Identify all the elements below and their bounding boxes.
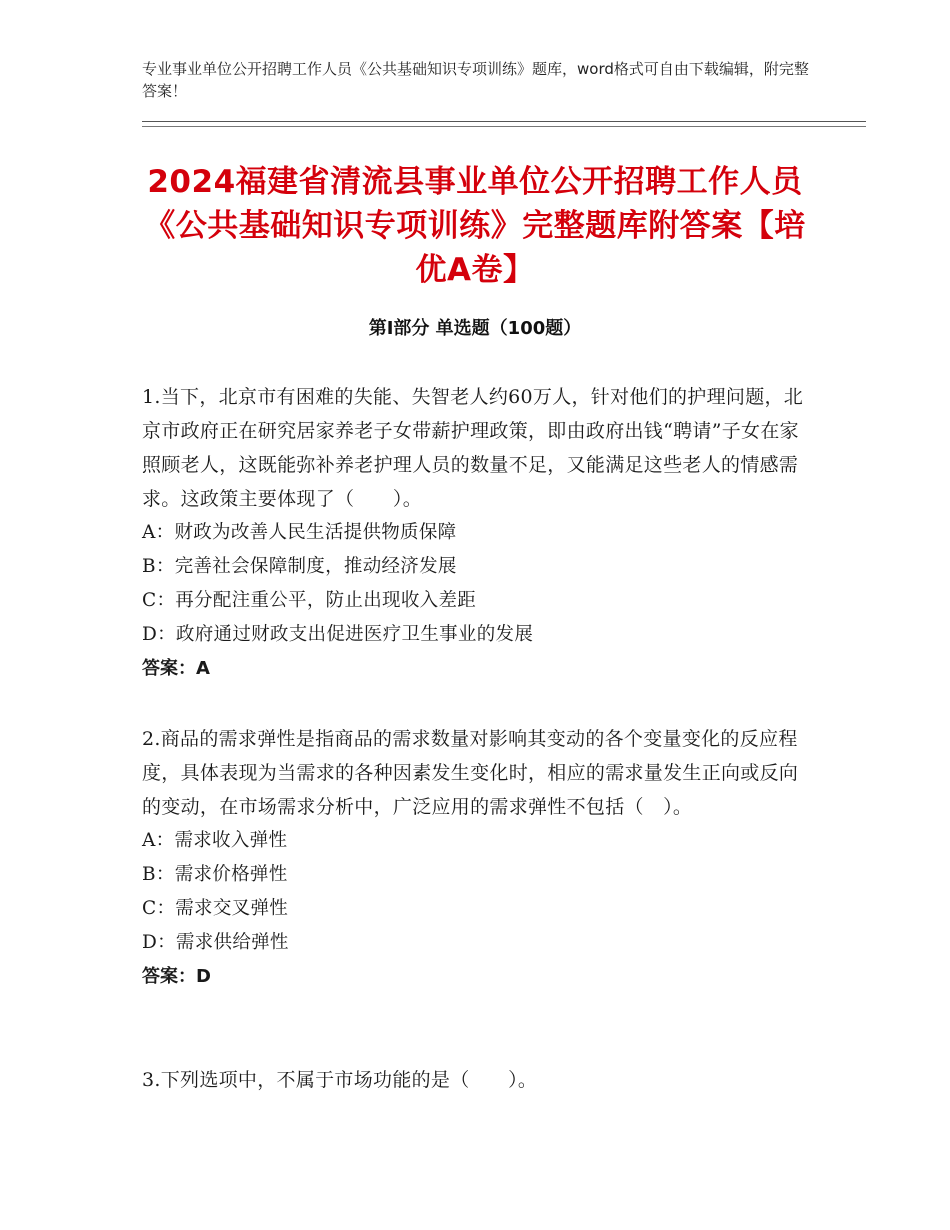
- part-heading: 第Ⅰ部分 单选题（100题）: [368, 318, 582, 339]
- question-1: [142, 380, 808, 686]
- document-title: 2024福建省清流县事业单位公开招聘工作人员《公共基础知识专项训练》完整题库附答案【培优A卷】: [144, 164, 806, 288]
- header-note: 专业事业单位公开招聘工作人员《公共基础知识专项训练》题库，word格式可自由下载编辑，附完整答案！: [142, 60, 809, 100]
- answer: 答案：A: [142, 658, 210, 679]
- option-a: A：财政为改善人民生活提供物质保障: [142, 522, 457, 543]
- option-d: D：政府通过财政支出促进医疗卫生事业的发展: [142, 624, 534, 645]
- question-stem: 1.当下，北京市有困难的失能、失智老人约60万人，针对他们的护理问题，北京市政府正在研究居家养老子女带薪护理政策，即由政府出钱“聘请”子女在家照顾老人，这既能弥补养老护理人员的数量不足，又能满足这些老人的情感需求。这政策主要体现了（ ）。: [142, 386, 804, 510]
- answer: 答案：D: [142, 966, 211, 987]
- option-c: C：再分配注重公平，防止出现收入差距: [142, 590, 477, 611]
- option-b: B：完善社会保障制度，推动经济发展: [142, 556, 457, 577]
- option-a: A：需求收入弹性: [142, 830, 288, 851]
- option-c: C：需求交叉弹性: [142, 898, 289, 919]
- header-divider-bottom: [142, 126, 866, 127]
- question-3: [142, 1063, 808, 1097]
- option-b: B：需求价格弹性: [142, 864, 288, 885]
- question-stem: 3.下列选项中，不属于市场功能的是（ ）。: [142, 1069, 538, 1091]
- header-divider-top: [142, 121, 866, 122]
- question-stem: 2.商品的需求弹性是指商品的需求数量对影响其变动的各个变量变化的反应程度，具体表现为当需求的各种因素发生变化时，相应的需求量发生正向或反向的变动，在市场需求分析中，广泛应用的需求弹性不包括（ ）。: [142, 728, 799, 818]
- question-2: [142, 722, 808, 994]
- option-d: D：需求供给弹性: [142, 932, 289, 953]
